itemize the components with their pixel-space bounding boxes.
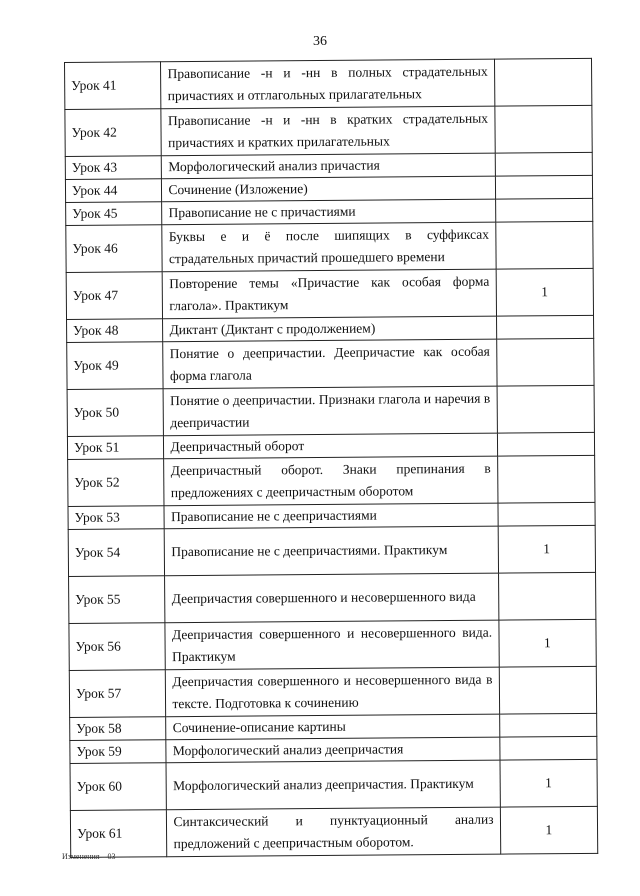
lesson-cell: Урок 60 — [70, 763, 167, 811]
table-row — [66, 221, 593, 272]
lesson-cell: Урок 46 — [66, 225, 163, 273]
topic-cell: Морфологический анализ причастия — [162, 153, 495, 179]
table-row — [66, 268, 593, 319]
topic-cell: Понятие о деепричастии. Признаки глагола и наречия в деепричастии — [164, 386, 497, 436]
hours-cell — [498, 502, 596, 526]
topic-cell: Морфологический анализ деепричастия. Практикум — [166, 760, 499, 810]
lesson-cell: Урок 59 — [70, 740, 167, 764]
hours-cell — [495, 221, 593, 269]
lesson-cell: Урок 56 — [69, 623, 166, 671]
topic-cell: Сочинение-описание картины — [166, 714, 499, 740]
hours-cell — [494, 105, 592, 153]
hours-cell — [496, 338, 594, 386]
page-number: 36 — [313, 34, 327, 49]
topic-cell: Диктант (Диктант с продолжением) — [163, 316, 496, 342]
table-row — [70, 806, 597, 857]
footer-note: Изменения – 03 — [62, 852, 116, 861]
hours-cell — [495, 152, 593, 176]
topic-cell: Синтаксический и пунктуационный анализ предложений с деепричастным оборотом. — [167, 807, 500, 857]
topic-cell: Повторение темы «Причастие как особая форма глагола». Практикум — [163, 269, 496, 319]
hours-cell: 1 — [498, 525, 596, 573]
table-row — [69, 666, 596, 717]
lesson-cell: Урок 57 — [69, 670, 166, 718]
lesson-cell: Урок 45 — [66, 202, 163, 226]
lesson-cell: Урок 44 — [65, 179, 162, 203]
table-row — [67, 385, 594, 436]
topic-cell: Правописание -н и -нн в кратких страдательных причастиях и кратких прилагательных — [161, 106, 494, 156]
lesson-cell: Урок 55 — [69, 576, 166, 624]
hours-cell — [495, 175, 593, 199]
topic-cell: Правописание не с деепричастиями — [164, 503, 497, 529]
table-row — [69, 572, 596, 623]
lesson-cell: Урок 52 — [68, 459, 165, 507]
table-row — [68, 525, 595, 576]
lesson-cell: Урок 61 — [70, 810, 167, 858]
topic-cell: Буквы е и ё после шипящих в суффиксах страдательных причастий прошедшего времени — [162, 222, 495, 272]
hours-cell — [497, 432, 595, 456]
lesson-cell: Урок 54 — [68, 529, 165, 577]
lesson-cell: Урок 53 — [68, 506, 165, 530]
hours-cell: 1 — [496, 268, 594, 316]
lesson-cell: Урок 42 — [65, 109, 162, 157]
lesson-cell: Урок 51 — [67, 436, 164, 460]
hours-cell — [495, 198, 593, 222]
table-row — [67, 338, 594, 389]
topic-cell: Понятие о деепричастии. Деепричастие как особая форма глагола — [163, 339, 496, 389]
lesson-cell: Урок 41 — [65, 62, 162, 110]
hours-cell — [499, 666, 597, 714]
table-row — [65, 58, 592, 109]
hours-cell: 1 — [500, 806, 598, 854]
hours-cell — [496, 315, 594, 339]
topic-cell: Сочинение (Изложение) — [162, 176, 495, 202]
table-row — [65, 105, 592, 156]
lesson-cell: Урок 50 — [67, 389, 164, 437]
table-row — [68, 455, 595, 506]
hours-cell — [498, 572, 596, 620]
topic-cell: Деепричастия совершенного и несовершенного вида. Практикум — [165, 620, 498, 670]
table-row — [70, 759, 597, 810]
hours-cell — [497, 385, 595, 433]
hours-cell — [497, 455, 595, 503]
hours-cell — [499, 713, 597, 737]
lesson-cell: Урок 48 — [67, 319, 164, 343]
topic-cell: Морфологический анализ деепричастия — [166, 737, 499, 763]
topic-cell: Правописание не с причастиями — [162, 199, 495, 225]
lessons-table — [64, 58, 598, 858]
lesson-cell: Урок 43 — [65, 156, 162, 180]
topic-cell: Деепричастия совершенного и несовершенного вида — [165, 573, 498, 623]
hours-cell: 1 — [500, 759, 598, 807]
hours-cell — [499, 736, 597, 760]
lesson-cell: Урок 49 — [67, 342, 164, 390]
table-row — [69, 619, 596, 670]
topic-cell: Правописание не с деепричастиями. Практикум — [165, 526, 498, 576]
lesson-cell: Урок 58 — [70, 717, 167, 741]
topic-cell: Деепричастный оборот. Знаки препинания в предложениях с деепричастным оборотом — [164, 456, 497, 506]
lesson-cell: Урок 47 — [66, 272, 163, 320]
topic-cell: Деепричастный оборот — [164, 433, 497, 459]
hours-cell: 1 — [498, 619, 596, 667]
hours-cell — [494, 58, 592, 106]
topic-cell: Правописание -н и -нн в полных страдательных причастиях и отглагольных прилагательных — [161, 59, 494, 109]
topic-cell: Деепричастия совершенного и несовершенного вида в тексте. Подготовка к сочинению — [166, 667, 499, 717]
